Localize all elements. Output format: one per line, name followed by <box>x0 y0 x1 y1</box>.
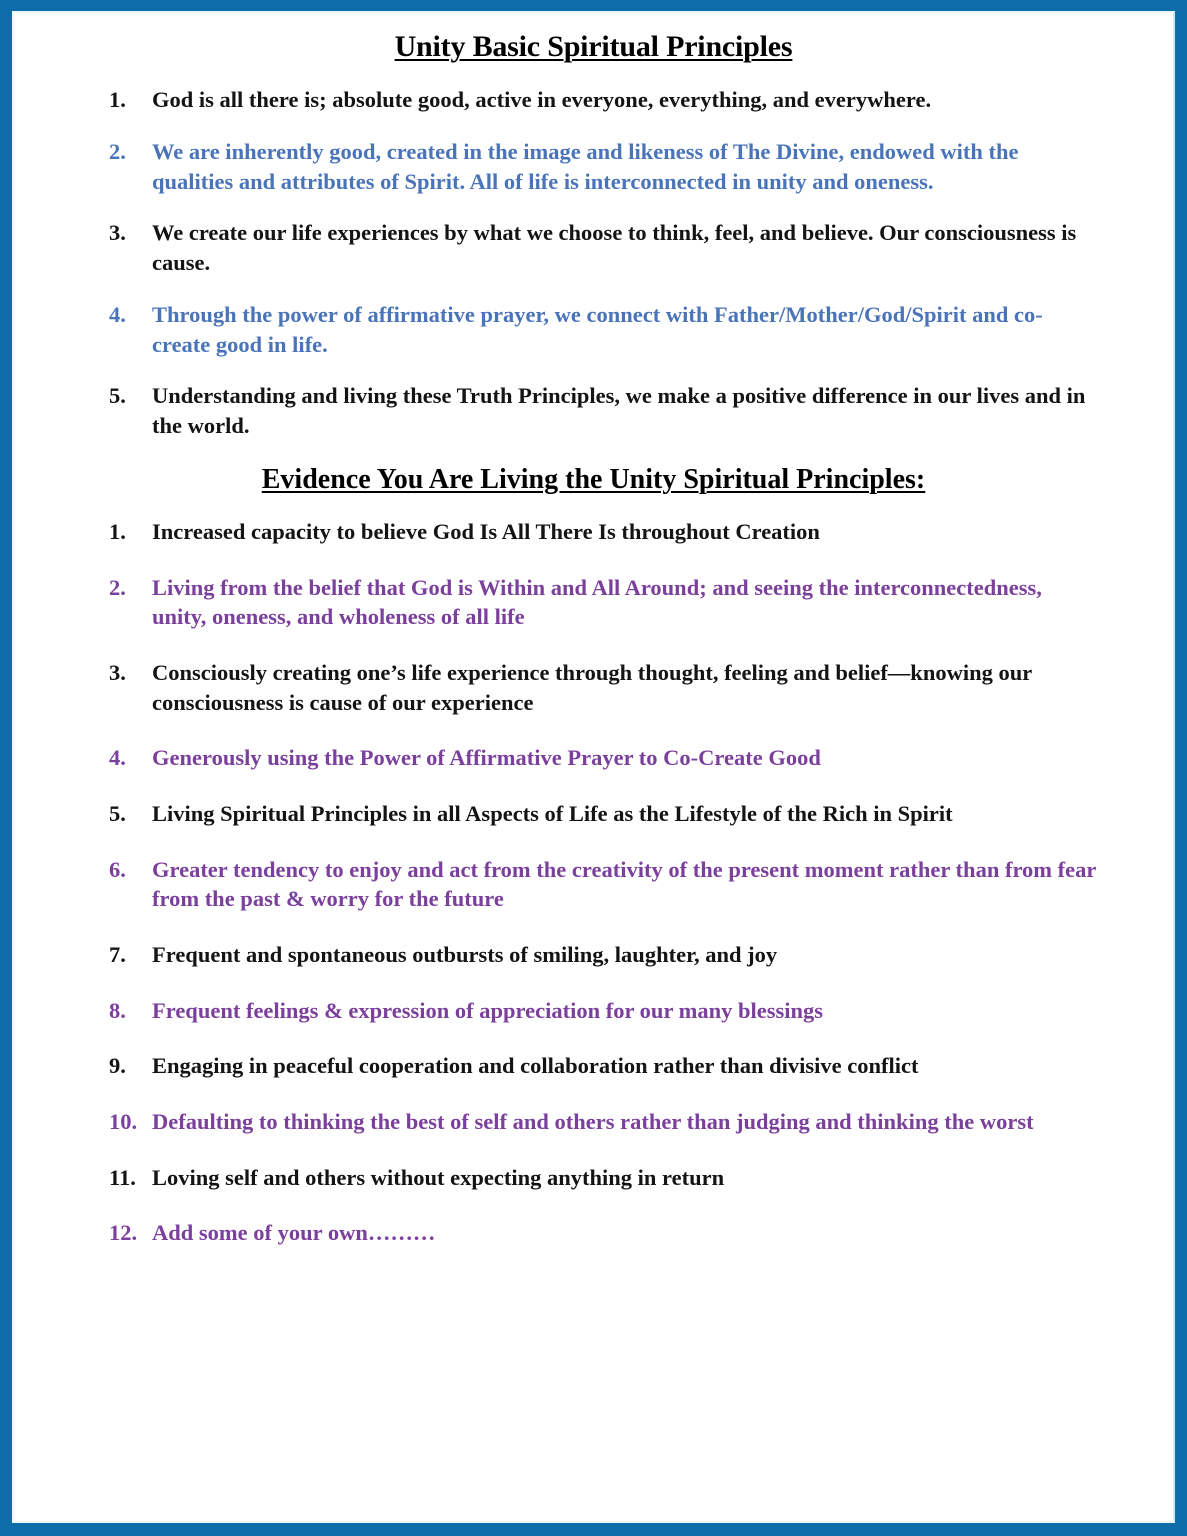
list-item-number: 3. <box>109 659 126 685</box>
list-item <box>14 517 1173 547</box>
list-item-number: 4. <box>109 301 126 327</box>
list-item-text: God is all there is; absolute good, active in everyone, everything, and everywhere. <box>152 87 932 113</box>
list-item-text: Loving self and others without expecting anything in return <box>152 1164 725 1190</box>
page-title <box>14 31 1173 63</box>
list-item-text: Defaulting to thinking the best of self and others rather than judging and thinking the worst <box>152 1109 1034 1135</box>
list-item-number: 8. <box>109 997 126 1023</box>
list-item-number: 3. <box>109 220 126 246</box>
list-item-number: 11. <box>109 1164 136 1190</box>
principles-list <box>14 85 1173 440</box>
list-item-number: 5. <box>109 383 126 409</box>
list-item <box>14 85 1173 115</box>
list-item-number: 2. <box>109 574 126 600</box>
list-item <box>14 743 1173 773</box>
evidence-list <box>14 517 1173 1248</box>
list-item-text: Add some of your own……… <box>152 1220 436 1246</box>
list-item-number: 7. <box>109 942 126 967</box>
list-item <box>14 137 1173 196</box>
list-item-text: Living from the belief that God is Within and All Around; and seeing the interconnectedness, unity, oneness, and wholeness of all life <box>152 574 1042 630</box>
list-item <box>14 300 1173 359</box>
list-item <box>14 855 1173 914</box>
list-item <box>14 573 1173 632</box>
list-item-text: Engaging in peaceful cooperation and collaboration rather than divisive conflict <box>152 1053 919 1079</box>
list-item-text: We create our life experiences by what we choose to think, feel, and believe. Our consciousness is cause. <box>152 220 1077 276</box>
list-item <box>14 1051 1173 1081</box>
list-item-number: 1. <box>109 87 126 113</box>
list-item <box>14 381 1173 440</box>
list-item-number: 4. <box>109 745 126 771</box>
list-item-text: Generously using the Power of Affirmative Prayer to Co-Create Good <box>152 745 821 771</box>
page-title-text: Unity Basic Spiritual Principles <box>394 30 793 63</box>
list-item-text: Living Spiritual Principles in all Aspects of Life as the Lifestyle of the Rich in Spirit <box>152 800 953 826</box>
list-item-text: Consciously creating one’s life experience through thought, feeling and belief—knowing our consciousness is cause of our experience <box>152 659 1032 715</box>
list-item <box>14 940 1173 970</box>
list-item-text: Greater tendency to enjoy and act from the creativity of the present moment rather than from fear from the past & worry for the future <box>152 856 1096 912</box>
list-item-number: 5. <box>109 800 126 826</box>
section-heading <box>14 465 1173 495</box>
list-item-number: 10. <box>109 1109 138 1135</box>
list-item-number: 2. <box>109 139 126 165</box>
list-item-text: Through the power of affirmative prayer, we connect with Father/Mother/God/Spirit and co-create good in life. <box>152 301 1043 357</box>
list-item-text: Increased capacity to believe God Is All There Is throughout Creation <box>152 518 820 544</box>
list-item-number: 6. <box>109 856 126 882</box>
list-item <box>14 996 1173 1026</box>
list-item <box>14 658 1173 717</box>
list-item <box>14 799 1173 829</box>
section-heading-text: Evidence You Are Living the Unity Spiritual Principles: <box>261 463 926 495</box>
document-sheet <box>12 11 1175 1523</box>
list-item-number: 12. <box>109 1220 138 1246</box>
list-item <box>14 1107 1173 1137</box>
list-item-text: Understanding and living these Truth Principles, we make a positive difference in our lives and in the world. <box>152 383 1086 438</box>
list-item-text: Frequent and spontaneous outbursts of smiling, laughter, and joy <box>152 942 778 967</box>
list-item-text: Frequent feelings & expression of appreciation for our many blessings <box>152 997 824 1023</box>
list-item-number: 9. <box>109 1053 126 1079</box>
list-item-number: 1. <box>109 518 126 544</box>
list-item <box>14 218 1173 277</box>
list-item <box>14 1218 1173 1248</box>
list-item <box>14 1163 1173 1193</box>
list-item-text: We are inherently good, created in the image and likeness of The Divine, endowed with the qualities and attributes of Spirit. All of life is interconnected in unity and oneness. <box>152 139 1019 194</box>
